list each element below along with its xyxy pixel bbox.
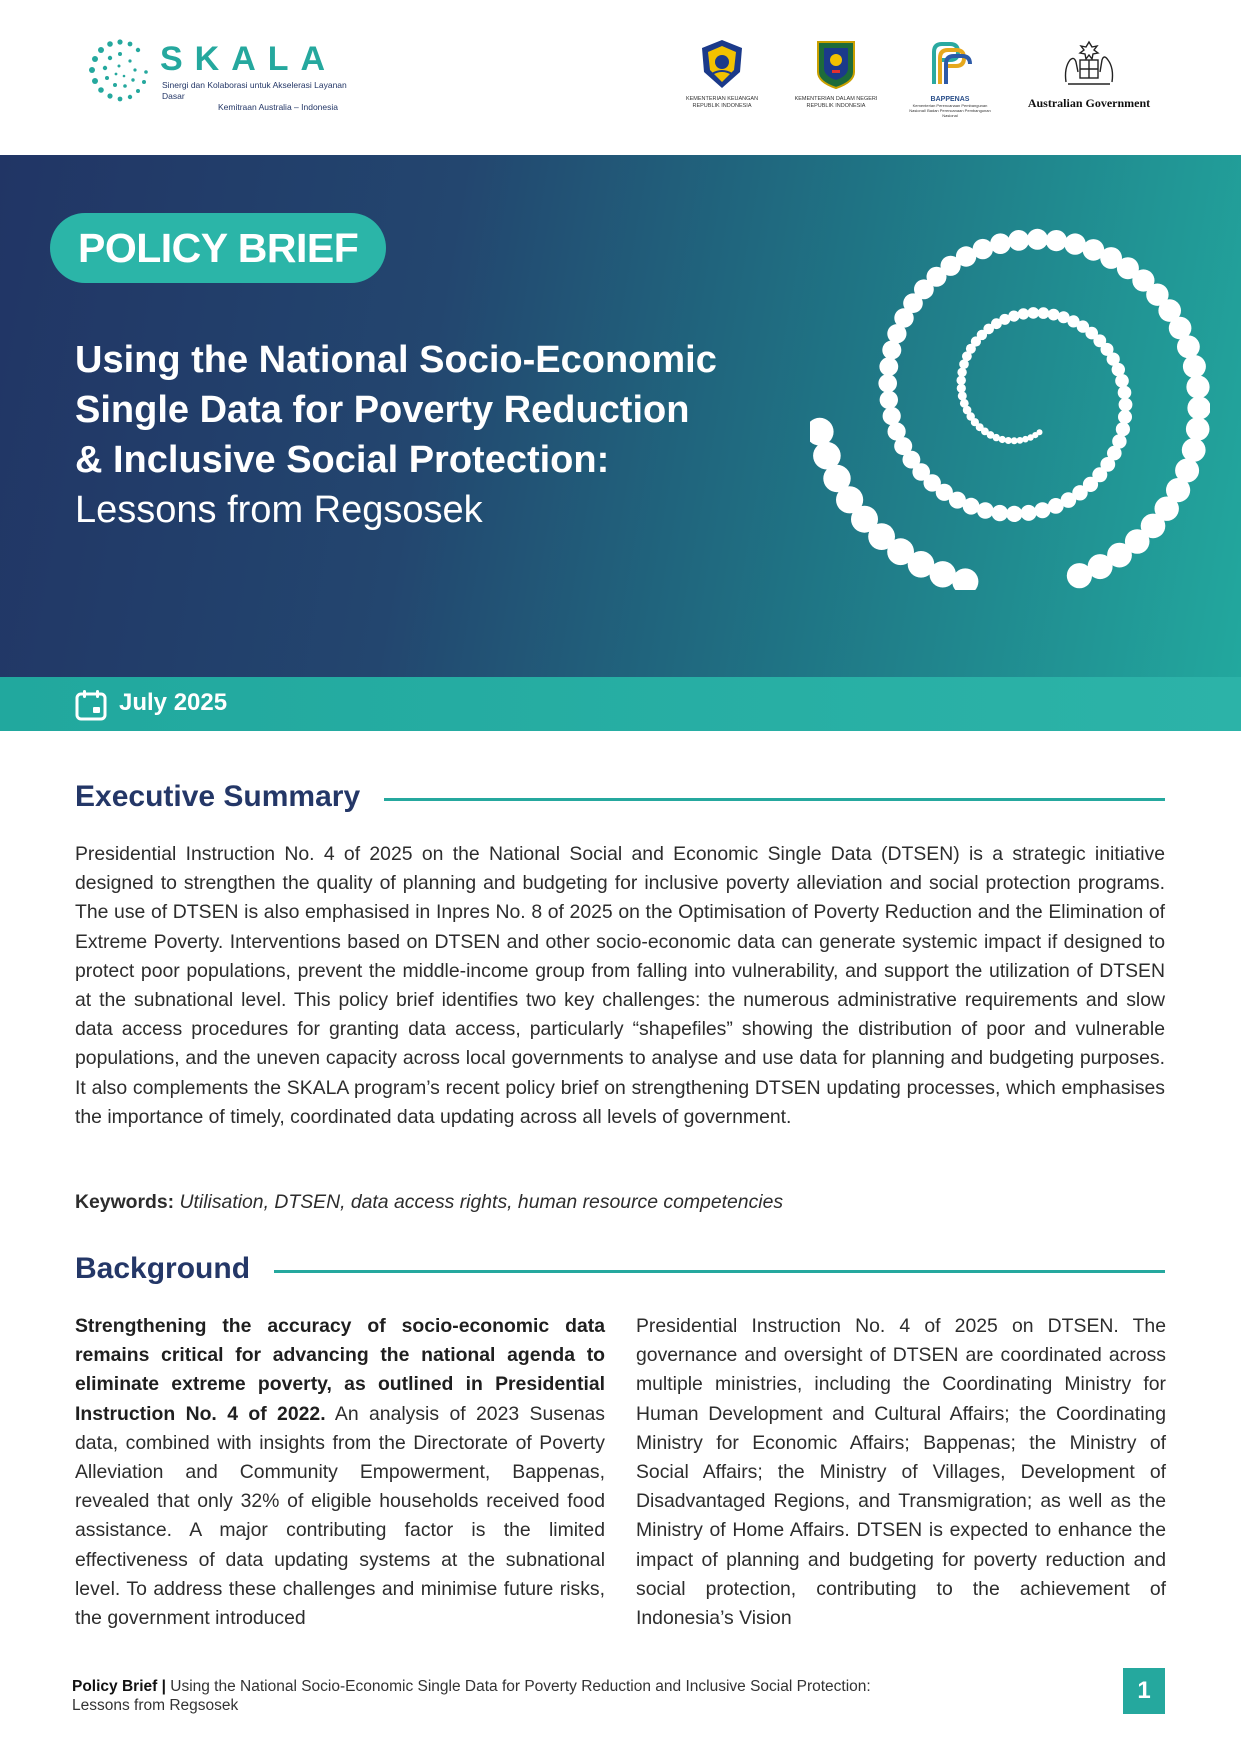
spiral-dot <box>1064 233 1085 254</box>
kemendagri-caption <box>795 96 878 110</box>
date-strip <box>0 677 1241 731</box>
partner-bappenas <box>908 38 992 118</box>
background-right-column: Presidential Instruction No. 4 of 2025 on DTSEN. The governance and oversight of DTSEN are coordinated across multiple ministries, including the Coordinating Ministry for Human Development and Cultural Affairs; the Coordinating Ministry for Economic Affairs; Bappenas; the Ministry of Social Affairs; the Ministry of Villages, Development of Disadvantaged Regions, and Transmigration; as well as the Ministry of Home Affairs. DTSEN is expected to enhance the impact of planning and budgeting for poverty reduction and social protection, contributing to the achievement of Indonesia’s Vision <box>636 1315 1166 1630</box>
australian-coat-of-arms-icon <box>1054 38 1124 90</box>
spiral-dot <box>952 568 978 590</box>
spiral-dot <box>1027 229 1048 250</box>
spiral-dot <box>1115 374 1129 388</box>
spiral-dot <box>957 368 966 377</box>
spiral-dot <box>1183 355 1206 378</box>
skala-logo <box>86 36 347 112</box>
spiral-dot <box>977 502 994 519</box>
document-subtitle: Lessons from Regsosek <box>75 489 483 531</box>
document-title-line-2: Single Data for Poverty Reduction <box>75 389 690 431</box>
spiral-dot <box>990 233 1011 254</box>
spiral-dot <box>957 376 966 385</box>
spiral-dot <box>992 505 1008 521</box>
spiral-dot <box>1118 410 1132 424</box>
spiral-dot <box>1005 437 1012 444</box>
keywords-line <box>75 1191 783 1214</box>
australian-government-caption: Australian Government <box>1027 96 1151 110</box>
background-title: Background <box>75 1252 251 1285</box>
spiral-dot <box>1186 417 1210 441</box>
spiral-dot <box>1035 502 1051 518</box>
background-rule <box>274 1270 1165 1273</box>
executive-summary-title: Executive Summary <box>75 780 361 813</box>
partner-logos <box>680 38 1156 118</box>
background-heading <box>75 1252 1165 1286</box>
spiral-dot <box>1008 230 1029 251</box>
spiral-dot <box>1028 307 1040 319</box>
dot-spiral-graphic <box>810 190 1210 590</box>
spiral-dot <box>1018 308 1029 319</box>
document-title <box>75 335 795 485</box>
policy-brief-badge: POLICY BRIEF <box>50 213 386 283</box>
bappenas-caption-line-2: Kementerian Perencanaan Pembangunan Nasional/ Badan Perencanaan Pembangunan Nasional <box>909 103 991 118</box>
bappenas-emblem-icon <box>924 38 976 90</box>
partner-kemendagri <box>794 38 878 110</box>
document-title-line-1: Using the National Socio-Economic <box>75 339 717 381</box>
publication-date: July 2025 <box>119 689 228 716</box>
executive-summary-rule <box>384 798 1165 801</box>
spiral-dot <box>1046 230 1067 251</box>
spiral-dot <box>810 418 834 446</box>
page-number: 1 <box>1123 1668 1165 1714</box>
kemenkeu-emblem-icon <box>696 38 748 90</box>
background-lead-sentence: Strengthening the accuracy of socio-economic data remains critical for advancing the national agenda to eliminate extreme poverty, as outlined in Presidential Instruction No. 4 of 2022. <box>75 1315 605 1425</box>
spiral-dot <box>813 442 841 470</box>
spiral-dot <box>1038 307 1050 319</box>
background-left-text: An analysis of 2023 Susenas data, combined with insights from the Directorate of Poverty Alleviation and Community Empowerment, Bappenas, revealed that only 32% of eligible households received food assistance. A major contributing factor is the limited effectiveness of data updating systems at the subnational level. To address these challenges and minimise future risks, the government introduced <box>75 1402 605 1630</box>
calendar-icon <box>74 688 108 722</box>
page-footer <box>72 1677 972 1715</box>
spiral-dot <box>1006 506 1022 522</box>
skala-wordmark: SKALA <box>160 40 338 78</box>
spiral-dot <box>1116 422 1130 436</box>
spiral-dot <box>1187 396 1210 419</box>
footer-label: Policy Brief | <box>72 1678 166 1695</box>
spiral-dot <box>1067 563 1092 588</box>
skala-tagline-line-2: Kemitraan Australia – Indonesia <box>217 102 338 112</box>
spiral-dot <box>878 374 897 393</box>
skala-tagline-line-1: Sinergi dan Kolaborasi untuk Akselerasi Layanan Dasar <box>162 80 347 101</box>
spiral-dot <box>1021 505 1037 521</box>
keywords-label: Keywords: <box>75 1191 175 1213</box>
spiral-dot <box>880 391 898 409</box>
kemendagri-emblem-icon <box>810 38 862 90</box>
spiral-dot <box>958 391 967 400</box>
footer-title: Using the National Socio-Economic Single Data for Poverty Reduction and Inclusive Social Protection: <box>170 1678 871 1695</box>
spiral-dot <box>888 422 906 440</box>
skala-dots-icon <box>86 36 154 106</box>
footer-line-1 <box>72 1677 972 1696</box>
executive-summary-heading <box>75 780 1165 814</box>
page-header <box>0 0 1241 155</box>
spiral-dot <box>883 407 901 425</box>
spiral-dot <box>1182 438 1206 462</box>
spiral-dot <box>1008 311 1019 322</box>
executive-summary-body: Presidential Instruction No. 4 of 2025 on the National Social and Economic Single Data (DTSEN) is a strategic initiative designed to strengthen the quality of planning and budgeting for inclusive poverty alleviation and social protection programs. The use of DTSEN is also emphasised in Inpres No. 8 of 2025 on the Optimisation of Poverty Reduction and the Elimination of Extreme Poverty. Interventions based on DTSEN and other socio-economic data can generate systemic impact if designed to protect poor populations, prevent the middle-income group from falling into vulnerability, and support the utilization of DTSEN at the subnational level. This policy brief identifies two key challenges: the numerous administrative requirements and slow data access procedures for granting data access, particularly “shapefiles” showing the distribution of poor and vulnerable populations, and the uneven capacity across local governments to analyse and use data for planning and budgeting purposes. It also complements the SKALA program’s recent policy brief on strengthening DTSEN updating processes, which emphasises the importance of timely, coordinated data updating across all levels of government. <box>75 843 1165 1128</box>
keywords-value: Utilisation, DTSEN, data access rights, human resource competencies <box>179 1191 784 1213</box>
partner-kemenkeu <box>680 38 764 110</box>
document-title-line-3: & Inclusive Social Protection: <box>75 439 610 481</box>
kemendagri-caption-line-1: KEMENTERIAN DALAM NEGERI <box>794 96 878 102</box>
background-left-column <box>75 1312 605 1633</box>
kemenkeu-caption <box>686 96 758 110</box>
bappenas-caption <box>908 96 992 118</box>
kemenkeu-caption-line-2: REPUBLIK INDONESIA <box>692 103 752 109</box>
spiral-dot <box>973 239 993 259</box>
footer-line-2: Lessons from Regsosek <box>72 1697 239 1714</box>
kemendagri-caption-line-2: REPUBLIK INDONESIA <box>806 103 866 109</box>
spiral-dot <box>879 357 898 376</box>
spiral-dot <box>1119 398 1133 412</box>
spiral-dot <box>882 341 901 360</box>
spiral-dot <box>1048 309 1060 321</box>
spiral-dot <box>1186 375 1209 398</box>
spiral-dot <box>1118 386 1132 400</box>
kemenkeu-caption-line-1: KEMENTERIAN KEUANGAN <box>685 96 759 102</box>
hero-banner <box>0 155 1241 677</box>
partner-australian-government <box>1022 38 1156 110</box>
skala-tagline <box>162 80 352 113</box>
spiral-dot <box>1177 335 1200 358</box>
bappenas-caption-line-1: BAPPENAS <box>930 96 970 103</box>
